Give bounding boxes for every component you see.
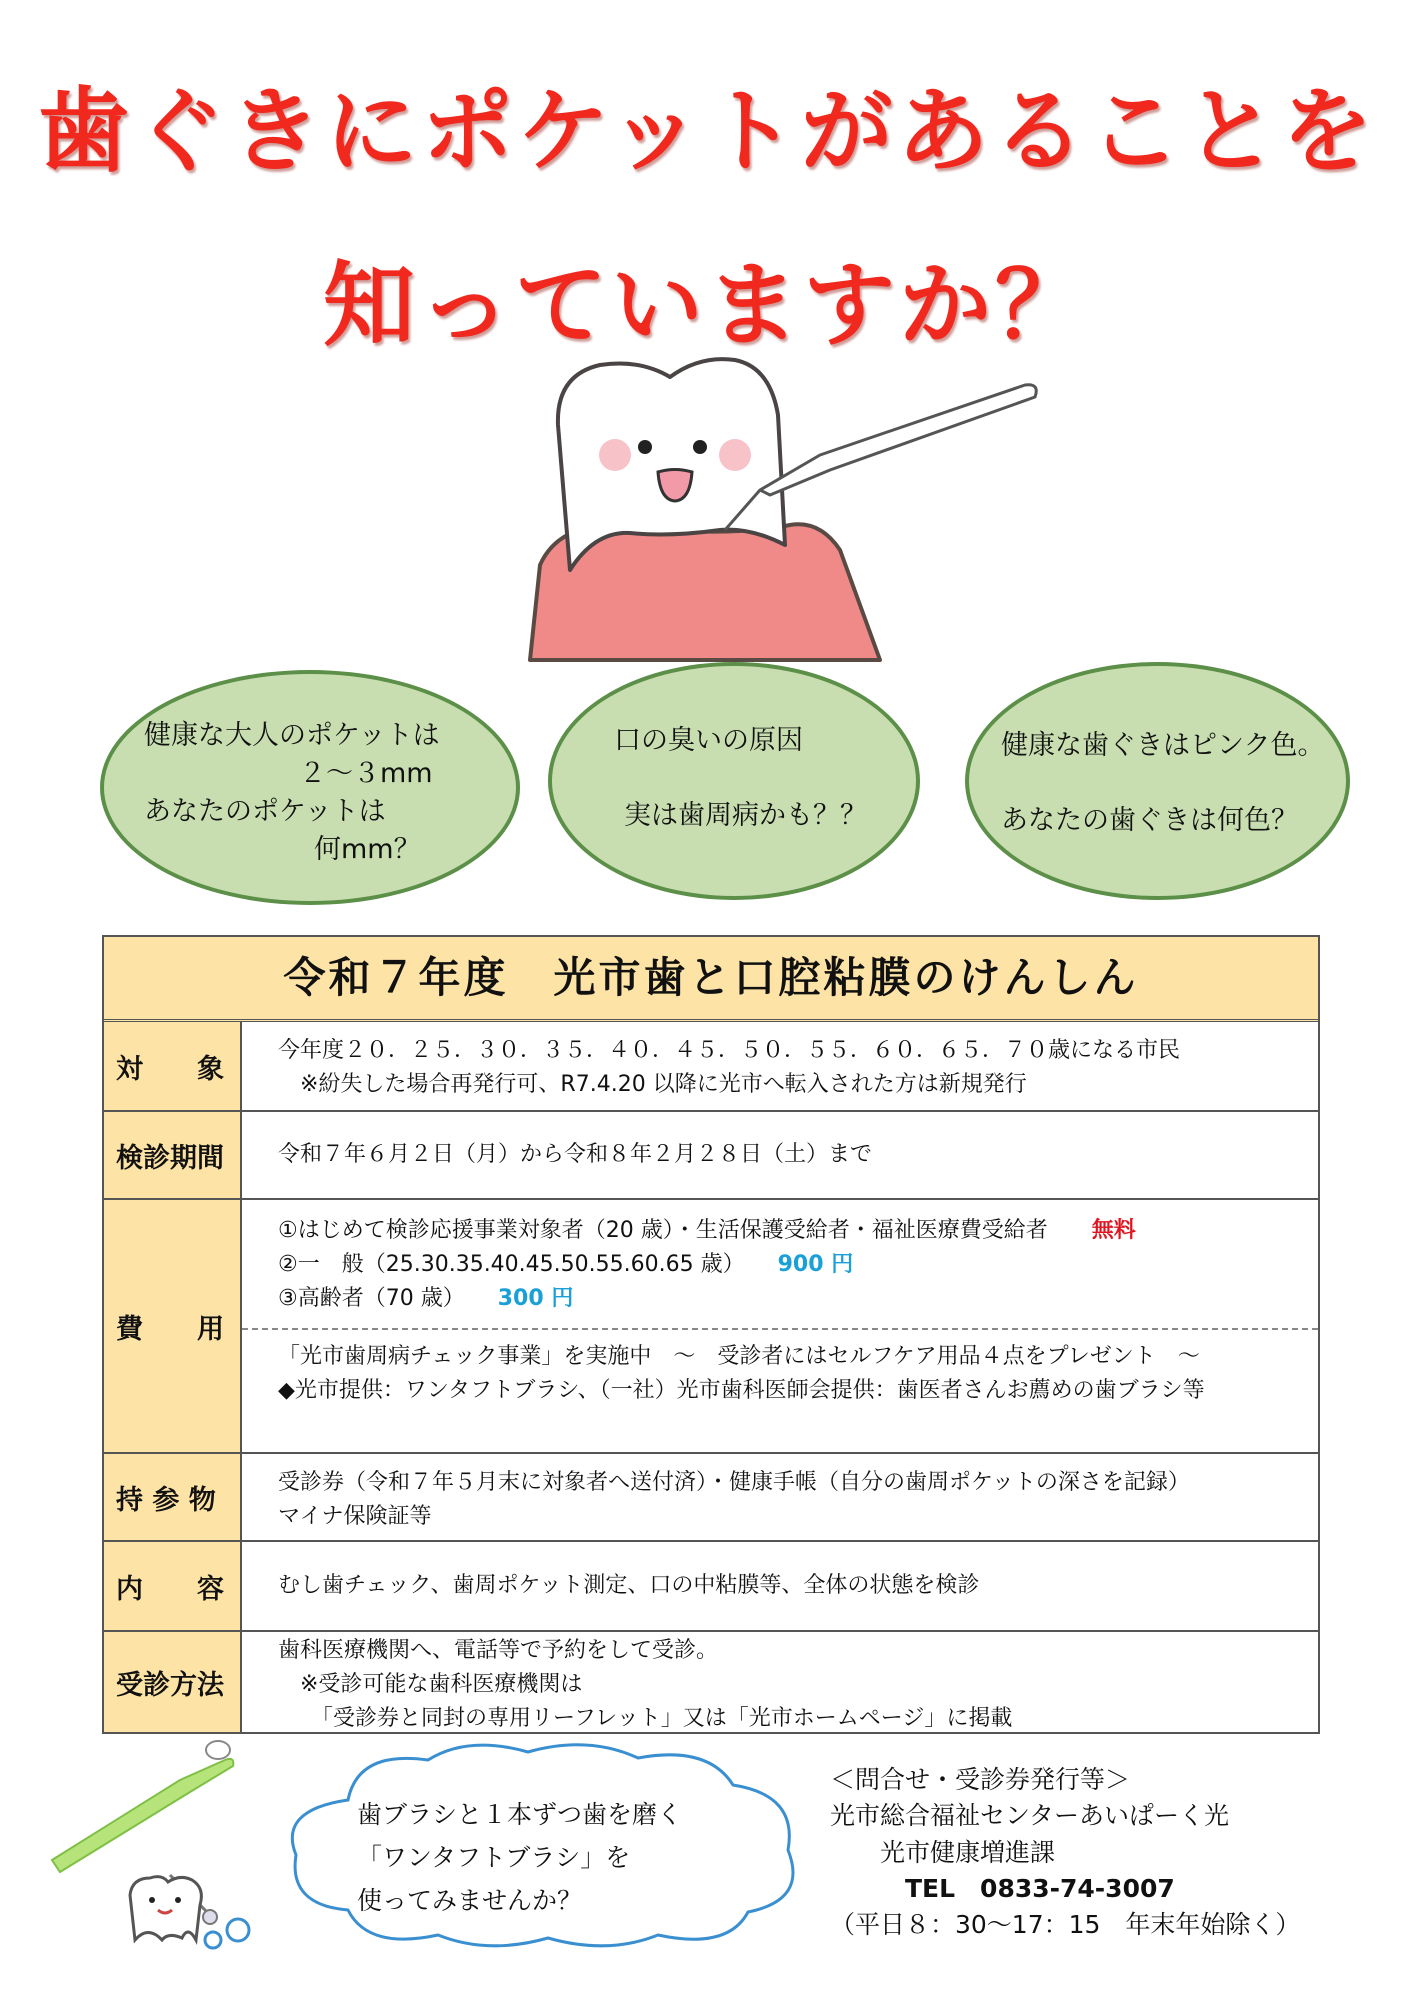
contact-line-2: 光市総合福祉センターあいぱーく光 [830, 1801, 1230, 1831]
table-title: 令和７年度 光市歯と口腔粘膜のけんしん [104, 937, 1318, 1022]
cost-general-price: 900 円 [777, 1252, 854, 1278]
contact-phone: TEL 0833-74-3007 [830, 1873, 1175, 1903]
title-line-1: 歯ぐきにポケットがあることを [37, 78, 1377, 185]
items-line-1: 受診券（令和７年５月末に対象者へ送付済）・健康手帳（自分の歯周ポケットの深さを記録） [278, 1470, 1190, 1495]
cloud-line-2: 「ワンタフトブラシ」を [357, 1843, 631, 1872]
items-line-2: マイナ保険証等 [278, 1504, 432, 1530]
contact-info [830, 1762, 1300, 1943]
contact-line-3: 光市健康増進課 [830, 1837, 1056, 1867]
row-method [104, 1630, 1318, 1732]
cost-note-1: 「光市歯周病チェック事業」を実施中 ～ 受診者にはセルフケア用品４点をプレゼント ～ [278, 1344, 1200, 1370]
bubble-pocket-line-3: あなたのポケットは [144, 796, 386, 827]
label-period: 検診期間 [104, 1112, 242, 1198]
bubble-gum-color [965, 662, 1350, 900]
content-line-1: むし歯チェック、歯周ポケット測定、口の中粘膜等、全体の状態を検診 [278, 1572, 980, 1598]
one-tuft-brush-illustration [40, 1720, 270, 1950]
target-line-1: 今年度２０．２５．３０．３５．４０．４５．５０．５５．６０．６５．７０歳になる市民 [278, 1038, 1181, 1063]
row-cost [104, 1198, 1318, 1452]
method-line-2: ※受診可能な歯科医療機関は [278, 1672, 583, 1698]
cost-free-label: 無料 [1091, 1218, 1136, 1243]
bubble-pocket-line-2: ２～３mm [299, 758, 433, 789]
bubble-gum-line-1: 健康な歯ぐきはピンク色。 [1001, 730, 1325, 761]
row-target [104, 1022, 1318, 1110]
label-items: 持 参 物 [104, 1454, 242, 1540]
title-line-2: 知っていますか？ [322, 252, 1091, 359]
cost-item-2: ②一 般（25.30.35.40.45.50.55.60.65 歳） [278, 1252, 734, 1278]
contact-line-1: ＜問合せ・受診券発行等＞ [830, 1765, 1131, 1794]
bubble-pocket-depth [100, 670, 520, 905]
bubble-pocket-line-4: 何mm？ [314, 834, 421, 865]
row-period [104, 1110, 1318, 1198]
bubble-pocket-line-1: 健康な大人のポケットは [144, 720, 440, 751]
row-content [104, 1540, 1318, 1630]
method-line-1: 歯科医療機関へ、電話等で予約をして受診。 [278, 1638, 719, 1663]
cost-divider [242, 1328, 1318, 1330]
label-method: 受診方法 [104, 1632, 242, 1732]
period-line-1: 令和７年６月２日（月）から令和８年２月２８日（土）まで [278, 1141, 873, 1167]
label-cost: 費 用 [104, 1200, 242, 1452]
cloud-line-1: 歯ブラシと１本ずつ歯を磨く [357, 1800, 683, 1829]
cost-item-3: ③高齢者（70 歳） [278, 1286, 454, 1312]
cost-item-1: ①はじめて検診応援事業対象者（20 歳）・生活保護受給者・福祉医療費受給者 [278, 1218, 1048, 1243]
bubble-gum-line-2: あなたの歯ぐきは何色？ [1001, 805, 1298, 836]
bubble-breath-line-1: 口の臭いの原因 [614, 725, 803, 756]
target-line-2: ※紛失した場合再発行可、R7.4.20 以降に光市へ転入された方は新規発行 [278, 1072, 1027, 1098]
bubble-bad-breath [548, 662, 920, 900]
contact-hours: （平日８：30～17：15 年末年始除く） [830, 1910, 1301, 1939]
label-target: 対 象 [104, 1022, 242, 1110]
label-content: 内 容 [104, 1542, 242, 1630]
bubble-breath-line-2: 実は歯周病かも？？ [624, 800, 867, 831]
checkup-info-table [102, 935, 1320, 1734]
row-items [104, 1452, 1318, 1540]
cloud-line-3: 使ってみませんか？ [357, 1886, 583, 1915]
method-line-3: 「受診券と同封の専用リーフレット」又は「光市ホームページ」に掲載 [278, 1706, 1013, 1732]
cost-senior-price: 300 円 [497, 1286, 574, 1312]
tooth-with-probe-illustration [520, 355, 1080, 665]
cost-note-2: ◆光市提供：ワンタフトブラシ、（一社）光市歯科医師会提供：歯医者さんお薦めの歯ブラシ等 [278, 1378, 1205, 1404]
